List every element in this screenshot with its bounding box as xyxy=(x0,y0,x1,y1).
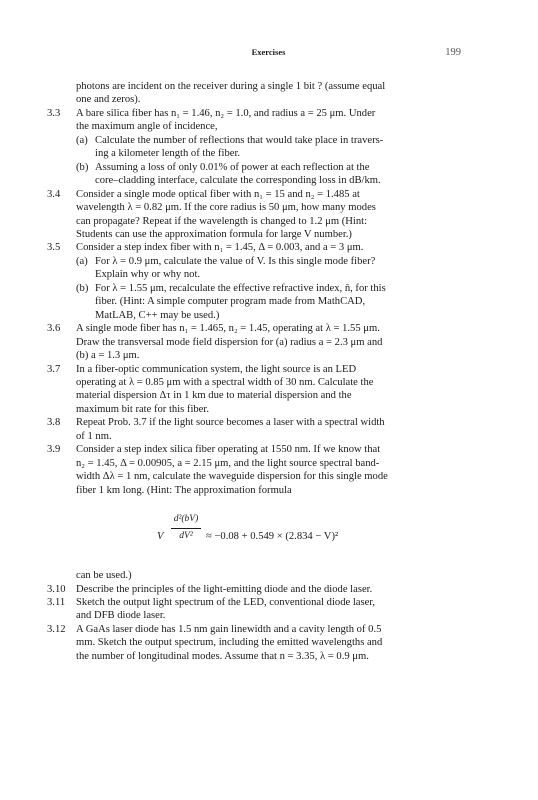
text-line: A single mode fiber has n₁ = 1.465, n₂ = 1.45, operating at λ = 1.55 μm. xyxy=(76,323,380,335)
text-line: and DFB diode laser. xyxy=(76,610,166,622)
text-line: the maximum angle of incidence, xyxy=(76,121,218,133)
sub-question-a xyxy=(76,255,462,282)
sub-label: (b) xyxy=(76,161,89,173)
text-line: Repeat Prob. 3.7 if the light source becomes a laser with a spectral width xyxy=(76,417,385,429)
running-header xyxy=(76,47,461,61)
sub-label: (a) xyxy=(76,134,88,146)
text-line: can be used.) xyxy=(76,570,132,582)
text-line: For λ = 0.9 μm, calculate the value of V. Is this single mode fiber? xyxy=(95,255,376,267)
text-line: n₂ = 1.45, Δ = 0.00905, a = 2.15 μm, and the light source spectral band- xyxy=(76,457,380,469)
text-line: ing a kilometer length of the fiber. xyxy=(95,148,241,160)
text-line: Students can use the approximation formula for large V number.) xyxy=(76,228,352,240)
exercise-3-4 xyxy=(47,188,462,242)
exercise-number: 3.3 xyxy=(47,107,61,119)
text-line: For λ = 1.55 μm, recalculate the effective refractive index, n̄, for this xyxy=(95,282,386,294)
exercise-number: 3.7 xyxy=(47,363,61,375)
text-line: mm. Sketch the output spectrum, including the emitted wavelengths and xyxy=(76,637,383,649)
text-line: Explain why or why not. xyxy=(95,269,201,281)
equation-right-side: ≈ −0.08 + 0.549 × (2.834 − V)² xyxy=(206,531,339,543)
exercise-3-9-continuation xyxy=(47,569,462,582)
exercise-number: 3.12 xyxy=(47,623,66,635)
text-line: of 1 nm. xyxy=(76,430,112,442)
sub-label: (a) xyxy=(76,255,88,267)
text-line: (b) a = 1.3 μm. xyxy=(76,350,140,362)
fraction-denominator: dV² xyxy=(179,530,193,541)
text-line: MatLAB, C++ may be used.) xyxy=(95,309,220,321)
text-line: A GaAs laser diode has 1.5 nm gain linewidth and a cavity length of 0.5 xyxy=(76,623,382,635)
text-line: one and zeros). xyxy=(76,94,141,106)
fraction-numerator: d²(bV) xyxy=(173,514,199,525)
text-line: Describe the principles of the light-emitting diode and the diode laser. xyxy=(76,583,373,595)
text-line: Calculate the number of reflections that would take place in travers- xyxy=(95,134,384,146)
running-title: Exercises xyxy=(251,47,286,57)
sub-question-a xyxy=(76,134,462,161)
text-line: Consider a step index silica fiber operating at 1550 nm. If we know that xyxy=(76,444,381,456)
fraction-bar xyxy=(171,528,201,529)
text-line: maximum bit rate for this fiber. xyxy=(76,403,209,415)
exercise-3-11 xyxy=(47,596,462,623)
text-line: can propagate? Repeat if the wavelength is changed to 1.2 μm (Hint: xyxy=(76,215,368,227)
exercise-3-9 xyxy=(47,443,462,569)
equation-fraction xyxy=(171,513,201,543)
exercise-number: 3.11 xyxy=(47,596,66,608)
exercise-number: 3.10 xyxy=(47,583,66,595)
sub-question-b xyxy=(76,161,462,188)
text-line: In a fiber-optic communication system, the light source is an LED xyxy=(76,363,357,375)
exercise-3-3 xyxy=(47,107,462,188)
text-line: material dispersion Δτ in 1 km due to material dispersion and the xyxy=(76,390,352,402)
exercise-number: 3.9 xyxy=(47,444,61,456)
exercise-number: 3.4 xyxy=(47,188,61,200)
text-line: fiber. (Hint: A simple computer program made from MathCAD, xyxy=(95,296,366,308)
sub-label: (b) xyxy=(76,282,89,294)
equation-v-term: V xyxy=(157,531,164,543)
text-line: core–cladding interface, calculate the corresponding loss in dB/km. xyxy=(95,175,381,187)
text-line: operating at λ = 0.85 μm with a spectral width of 30 nm. Calculate the xyxy=(76,376,374,388)
text-line: Assuming a loss of only 0.01% of power at each reflection at the xyxy=(95,161,370,173)
text-line: Draw the transversal mode field dispersion for (a) radius a = 2.3 μm and xyxy=(76,336,383,348)
exercise-3-6 xyxy=(47,322,462,362)
approximation-equation xyxy=(76,511,462,569)
text-line: Consider a single mode optical fiber with n₁ = 15 and n₂ = 1.485 at xyxy=(76,188,360,200)
text-line: the number of longitudinal modes. Assume that n = 3.35, λ = 0.9 μm. xyxy=(76,650,369,662)
exercise-number: 3.6 xyxy=(47,323,61,335)
text-line: Consider a step index fiber with n₁ = 1.45, Δ = 0.003, and a = 3 μm. xyxy=(76,242,364,254)
page-number: 199 xyxy=(445,47,461,58)
exercise-3-10 xyxy=(47,583,462,596)
exercise-body xyxy=(47,80,462,663)
exercise-3-5 xyxy=(47,241,462,322)
sub-question-b xyxy=(76,282,462,322)
text-line: A bare silica fiber has n₁ = 1.46, n₂ = 1.0, and radius a = 25 μm. Under xyxy=(76,107,376,119)
exercise-number: 3.8 xyxy=(47,417,61,429)
exercise-3-12 xyxy=(47,623,462,663)
exercise-3-7 xyxy=(47,363,462,417)
exercise-3-8 xyxy=(47,416,462,443)
text-line: photons are incident on the receiver during a single 1 bit ? (assume equal xyxy=(76,81,386,92)
exercise-number: 3.5 xyxy=(47,242,61,254)
text-line: fiber 1 km long. (Hint: The approximation formula xyxy=(76,484,292,496)
text-line: width Δλ = 1 nm, calculate the waveguide dispersion for this single mode xyxy=(76,471,388,483)
text-line: Sketch the output light spectrum of the LED, conventional diode laser, xyxy=(76,596,376,608)
text-line: wavelength λ = 0.82 μm. If the core radius is 50 μm, how many modes xyxy=(76,202,376,214)
exercise-continuation xyxy=(47,80,462,107)
